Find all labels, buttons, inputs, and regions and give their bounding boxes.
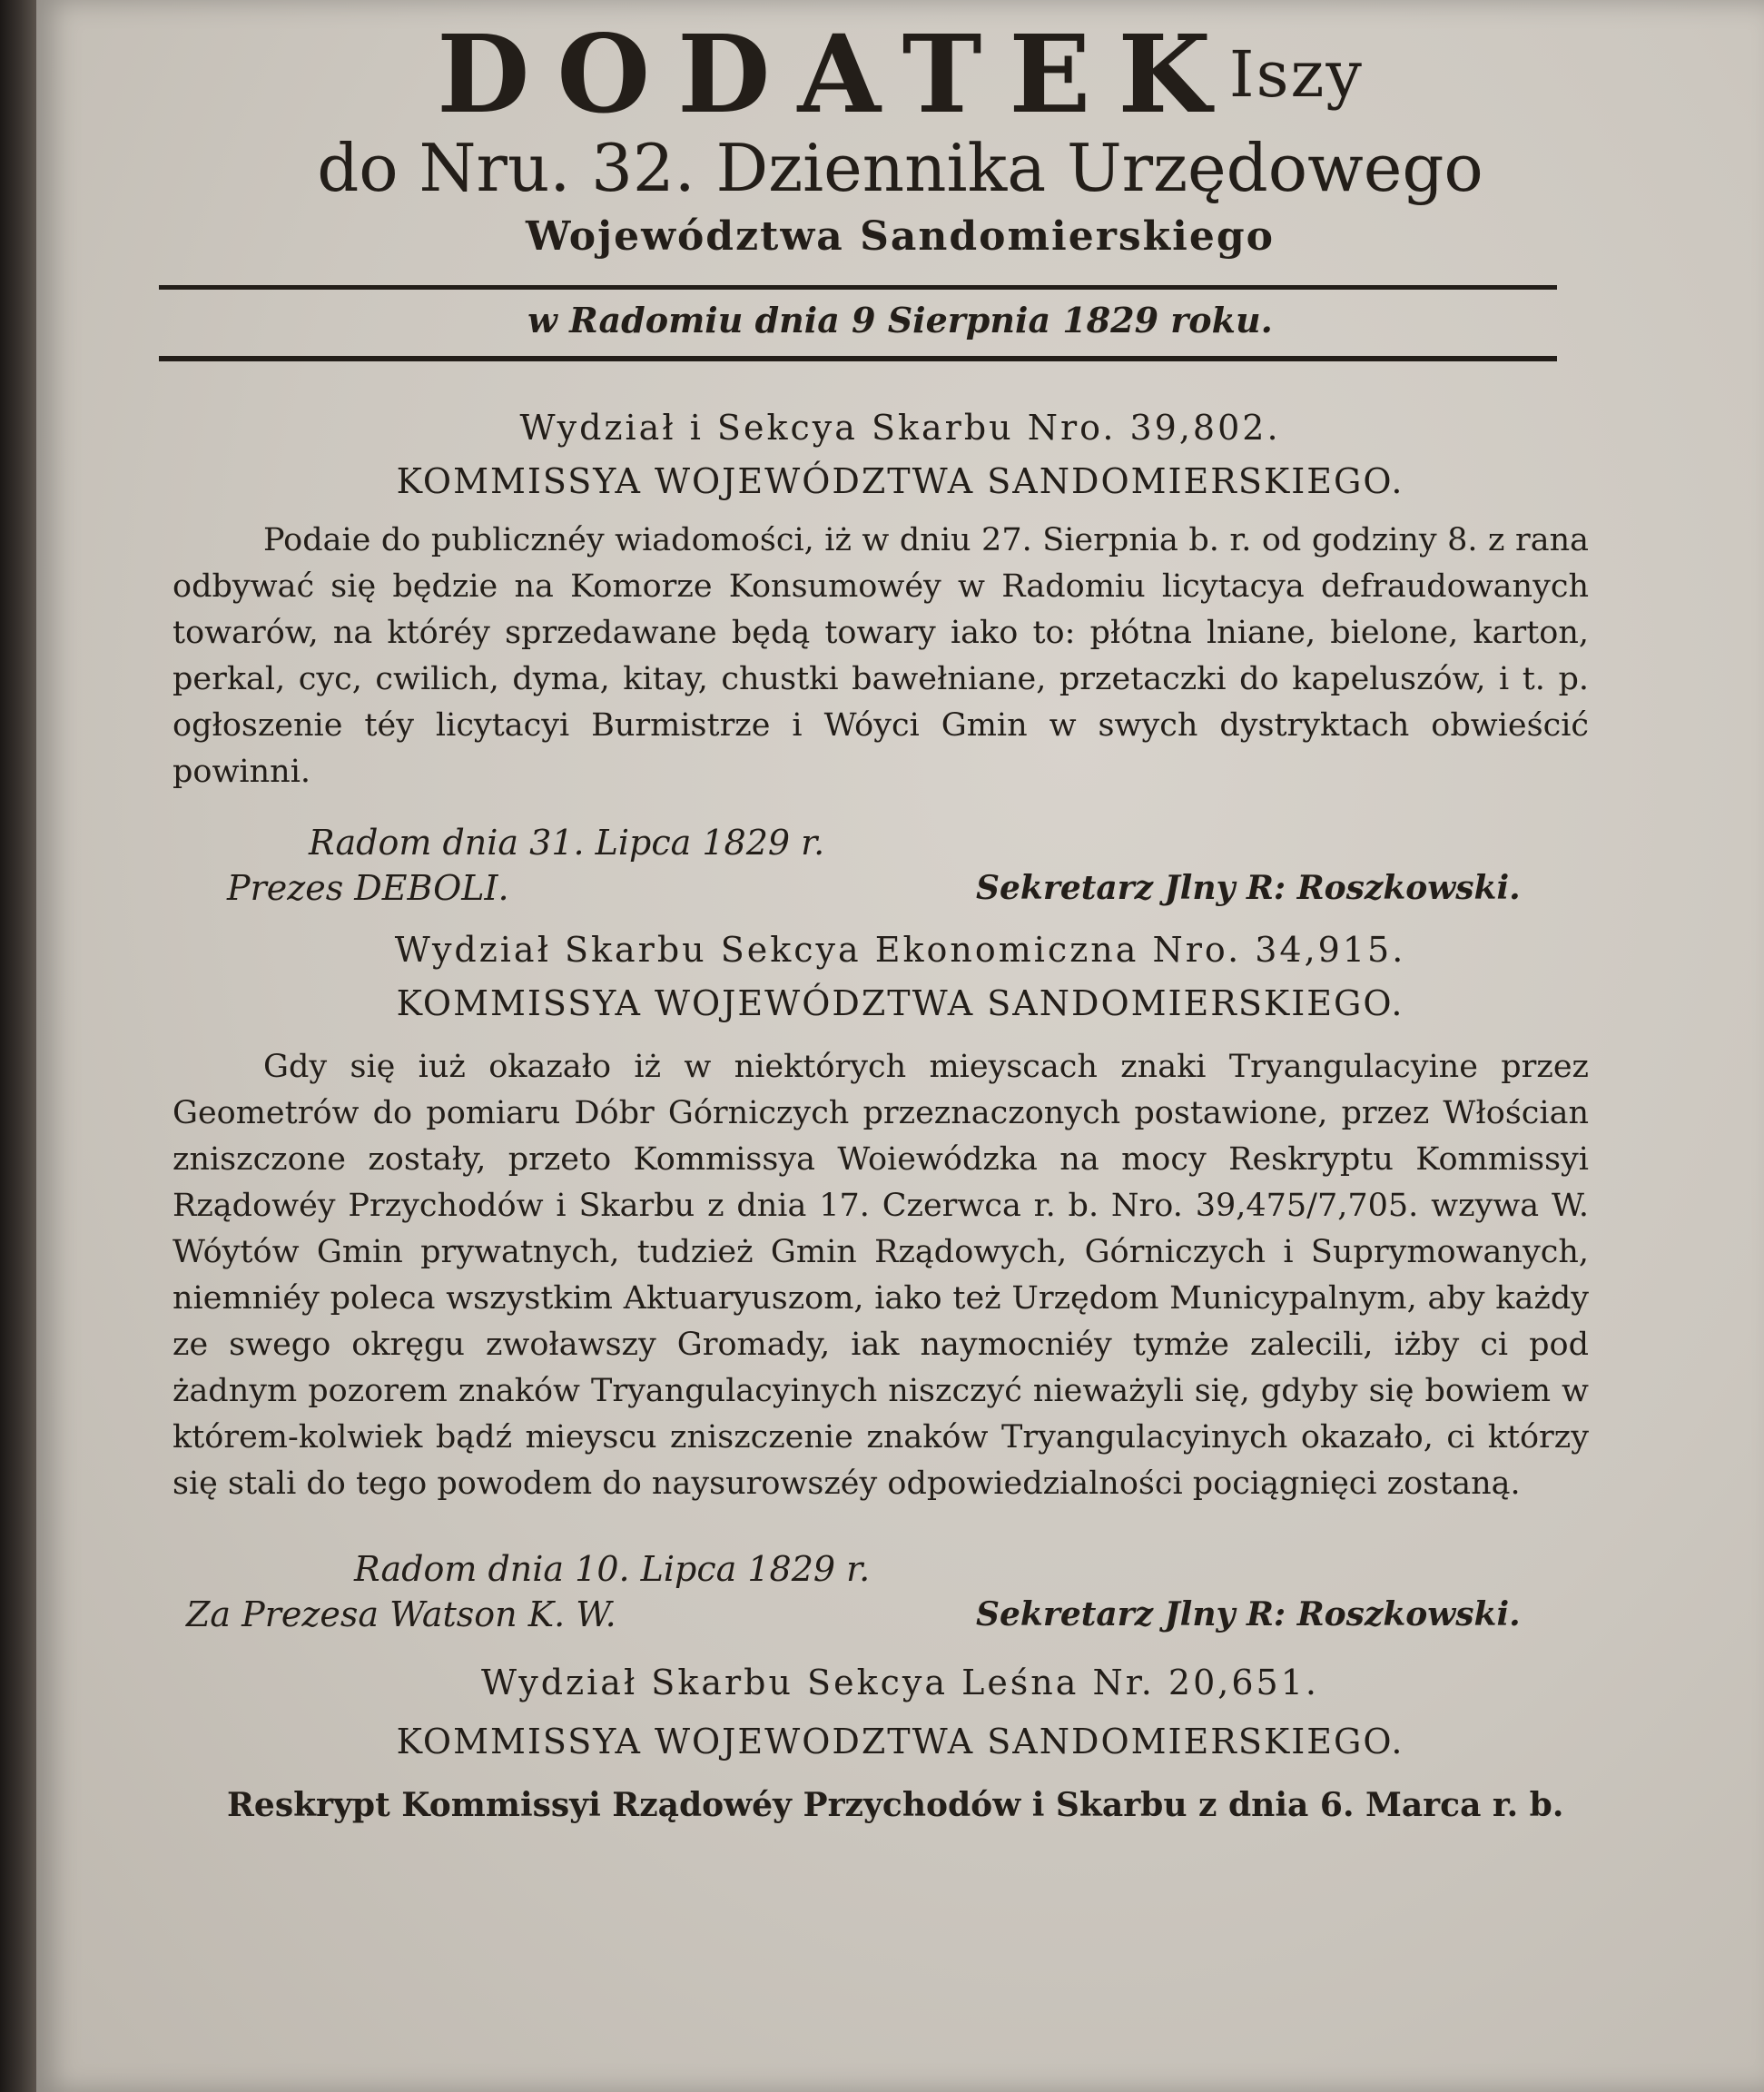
book-binding-edge: [0, 0, 36, 2092]
section-3-department: Wydział Skarbu Sekcya Leśna Nr. 20,651.: [481, 1663, 1319, 1702]
section-2-body: [172, 1044, 1589, 1507]
masthead-subtitle: do Nru. 32. Dziennika Urzędowego: [317, 130, 1483, 206]
masthead-rule-top: [159, 285, 1557, 290]
section-1-place-date: Radom dnia 31. Lipca 1829 r.: [309, 823, 825, 863]
section-1-department: Wydział i Sekcya Skarbu Nro. 39,802.: [519, 408, 1281, 448]
masthead-title-text: DODATEK: [437, 11, 1238, 137]
section-3-authority: KOMMISSYA WOJEWODZTWA SANDOMIERSKIEGO.: [396, 1722, 1404, 1761]
masthead-rule-bottom: [159, 356, 1557, 361]
section-3-body: Reskrypt Kommissyi Rządowéy Przychodów i Skarbu z dnia 6. Marca r. b.: [227, 1786, 1564, 1824]
supplement-number: Iszy: [1228, 37, 1364, 112]
section-2-body-text: Gdy się iuż okazało iż w niektórych mieyscach znaki Tryangulacyine przez Geometrów do pomiaru Dóbr Górniczych przeznaczonych postawione, przez Włościan zniszczone zostały, przeto Kommissya Woiewódzka na mocy Reskryptu Kommissyi Rządowéy Przychodów i Skarbu z dnia 17. Czerwca r. b. Nro. 39,475/7,705. wzywa W. Wóytów Gmin prywatnych, tudzież Gmin Rządowych, Górniczych i Suprymowanych, niemniéy poleca wszystkim Aktuaryuszom, iako też Urzędom Municypalnym, aby każdy ze swego okręgu zwoławszy Gromady, iak naymocniéy tymże zalecili, iżby ci pod żadnym pozorem znaków Tryangulacyinych niszczyć nieważyli się, gdyby się bowiem w którem-kolwiek bądź mieyscu zniszczenie znaków Tryangulacyinych okazało, ci którzy się stali do tego powodem do naysurowszéy odpowiedzialności pociągnięci zostaną.: [172, 1049, 1589, 1502]
masthead-region: Województwa Sandomierskiego: [525, 213, 1275, 260]
masthead-title: [36, 11, 1764, 137]
section-2-authority: KOMMISSYA WOJEWÓDZTWA SANDOMIERSKIEGO.: [396, 983, 1404, 1023]
section-2-signer-left: Za Prezesa Watson K. W.: [186, 1594, 616, 1634]
dateline: w Radomiu dnia 9 Sierpnia 1829 roku.: [527, 300, 1273, 340]
section-2-department: Wydział Skarbu Sekcya Ekonomiczna Nro. 34,915.: [394, 930, 1406, 970]
section-1-signer-right: Sekretarz Jlny R: Roszkowski.: [976, 869, 1521, 907]
section-1-body: [172, 518, 1589, 795]
section-2-signer-right: Sekretarz Jlny R: Roszkowski.: [976, 1595, 1521, 1633]
newspaper-page: [36, 0, 1764, 2092]
section-2-place-date: Radom dnia 10. Lipca 1829 r.: [354, 1549, 871, 1589]
section-1-authority: KOMMISSYA WOJEWÓDZTWA SANDOMIERSKIEGO.: [396, 461, 1404, 501]
section-1-body-text: Podaie do publicznéy wiadomości, iż w dniu 27. Sierpnia b. r. od godziny 8. z rana odbywać się będzie na Komorze Konsumowéy w Radomiu licytacya defraudowanych towarów, na któréy sprzedawane będą towary iako to: płótna lniane, bielone, karton, perkal, cyc, cwilich, dyma, kitay, chustki bawełniane, przetaczki do kapeluszów, i t. p. ogłoszenie téy licytacyi Burmistrze i Wóyci Gmin w swych dystryktach obwieścić powinni.: [172, 522, 1589, 790]
section-1-signer-left: Prezes DEBOLI.: [227, 868, 509, 908]
